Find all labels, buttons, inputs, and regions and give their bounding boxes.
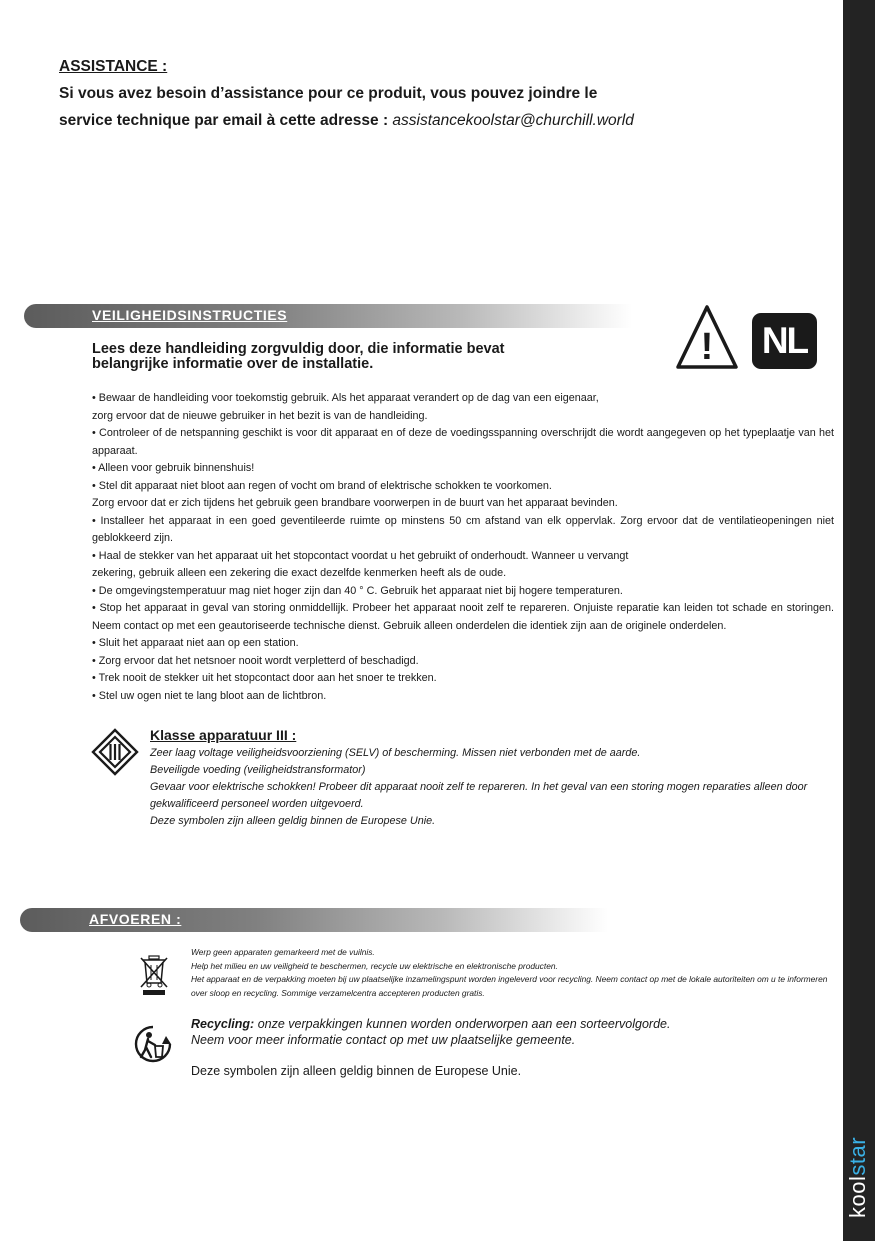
assistance-title: ASSISTANCE :: [59, 58, 168, 75]
safety-rule: Zorg ervoor dat er zich tijdens het gebruik geen brandbare voorwerpen in de buurt van het apparaat bevinden.: [92, 497, 618, 509]
safety-section-heading: VEILIGHEIDSINSTRUCTIES: [92, 307, 288, 323]
safety-intro-line-1: Lees deze handleiding zorgvuldig door, die informatie bevat: [92, 341, 505, 357]
disposal-section-heading: AFVOEREN :: [89, 911, 182, 927]
safety-rule: • Stop het apparaat in geval van storing onmiddellijk. Probeer het apparaat nooit zelf te repareren. Onjuiste reparatie kan leiden tot schade en storingen. Neem contact op met een geautoriseerde technische dienst. Gebruik alleen onderdelen die identiek zijn aan de originele onderdelen.: [92, 602, 834, 632]
recycling-line-1-text: onze verpakkingen kunnen worden onderworpen aan een sorteervolgorde.: [254, 1017, 671, 1031]
safety-intro-line-2: belangrijke informatie over de installatie.: [92, 356, 374, 372]
weee-line: Het apparaat en de verpakking moeten bij uw plaatselijke inzamelingspunt worden ingeleverd voor recycling. Neem contact op met de lokale autoriteiten om u te informeren over sloop en recycling. Sommige verzamelcentra accepteren producten gratis.: [191, 974, 828, 998]
class-iii-line: Beveiligde voeding (veiligheidstransformator): [150, 764, 366, 776]
safety-rule: • Trek nooit de stekker uit het stopcontact door aan het snoer te trekken.: [92, 672, 437, 684]
recycling-line-1: [191, 1016, 831, 1032]
safety-rule: zorg ervoor dat de nieuwe gebruiker in het bezit is van de handleiding.: [92, 409, 428, 422]
assistance-line-2-text: service technique par email à cette adresse :: [59, 112, 393, 129]
class-iii-title: Klasse apparatuur III :: [150, 727, 297, 743]
class-iii-text: [150, 745, 835, 830]
safety-rule: • Haal de stekker van het apparaat uit het stopcontact voordat u het gebruikt of onderhoudt. Wanneer u vervangt: [92, 549, 629, 562]
weee-text: [191, 946, 831, 1000]
language-badge: NL: [752, 313, 817, 369]
class-iii-line: Deze symbolen zijn alleen geldig binnen de Europese Unie.: [150, 815, 436, 827]
weee-line: Help het milieu en uw veiligheid te beschermen, recycle uw elektrische en elektronische producten.: [191, 960, 558, 971]
brand-logo-part1: kool: [845, 1175, 870, 1218]
recycling-text: [191, 1016, 831, 1048]
recycling-line-2: Neem voor meer informatie contact op met uw plaatselijke gemeente.: [191, 1033, 576, 1047]
warning-glyph: !: [700, 326, 714, 368]
class-iii-icon: [91, 728, 139, 781]
safety-rule: • Installeer het apparaat in een goed geventileerde ruimte op minstens 50 cm afstand van elk oppervlak. Zorg ervoor dat de ventilatieopeningen niet geblokkeerd zijn.: [92, 514, 834, 544]
safety-rule: • Bewaar de handleiding voor toekomstig gebruik. Als het apparaat verandert op de dag van een eigenaar,: [92, 392, 599, 404]
class-iii-line: Zeer laag voltage veiligheidsvoorziening (SELV) of bescherming. Missen niet verbonden met de aarde.: [150, 747, 641, 759]
safety-rules-list: [92, 390, 834, 705]
brand-logo: [845, 1137, 871, 1218]
eu-validity-note: Deze symbolen zijn alleen geldig binnen de Europese Unie.: [191, 1064, 522, 1078]
safety-rule: zekering, gebruik alleen een zekering die exact dezelfde kenmerken heeft als de oude.: [92, 567, 507, 579]
weee-line: Werp geen apparaten gemarkeerd met de vuilnis.: [191, 947, 375, 957]
warning-icon: [674, 303, 740, 376]
class-iii-line: Gevaar voor elektrische schokken! Probeer dit apparaat nooit zelf te repareren. In het geval van een storing mogen reparaties alleen door gekwalificeerd personeel worden uitgevoerd.: [150, 781, 808, 810]
brand-sidebar: [843, 0, 875, 1241]
safety-rule: • Alleen voor gebruik binnenshuis!: [92, 462, 255, 474]
safety-rule: • Controleer of de netspanning geschikt is voor dit apparaat en of deze de voedingsspanning overschrijdt die wordt aangegeven op het typeplaatje van het apparaat.: [92, 427, 834, 457]
recycling-label: Recycling:: [191, 1017, 255, 1031]
assistance-line-2: [59, 112, 634, 130]
recycling-person-icon: [133, 1024, 173, 1069]
assistance-line-1: Si vous avez besoin d’assistance pour ce produit, vous pouvez joindre le: [59, 85, 598, 102]
weee-bin-icon: [139, 955, 169, 1002]
safety-rule: • Sluit het apparaat niet aan op een station.: [92, 637, 299, 649]
safety-rule: • Zorg ervoor dat het netsnoer nooit wordt verpletterd of beschadigd.: [92, 654, 419, 667]
safety-intro: [92, 342, 592, 372]
safety-rule: • Stel uw ogen niet te lang bloot aan de lichtbron.: [92, 689, 327, 702]
assistance-email: assistancekoolstar@churchill.world: [392, 112, 634, 129]
brand-logo-part2: star: [845, 1136, 870, 1176]
safety-rule: • Stel dit apparaat niet bloot aan regen of vocht om brand of elektrische schokken te voorkomen.: [92, 479, 552, 492]
safety-rule: • De omgevingstemperatuur mag niet hoger zijn dan 40 ° C. Gebruik het apparaat niet bij hogere temperaturen.: [92, 584, 623, 597]
